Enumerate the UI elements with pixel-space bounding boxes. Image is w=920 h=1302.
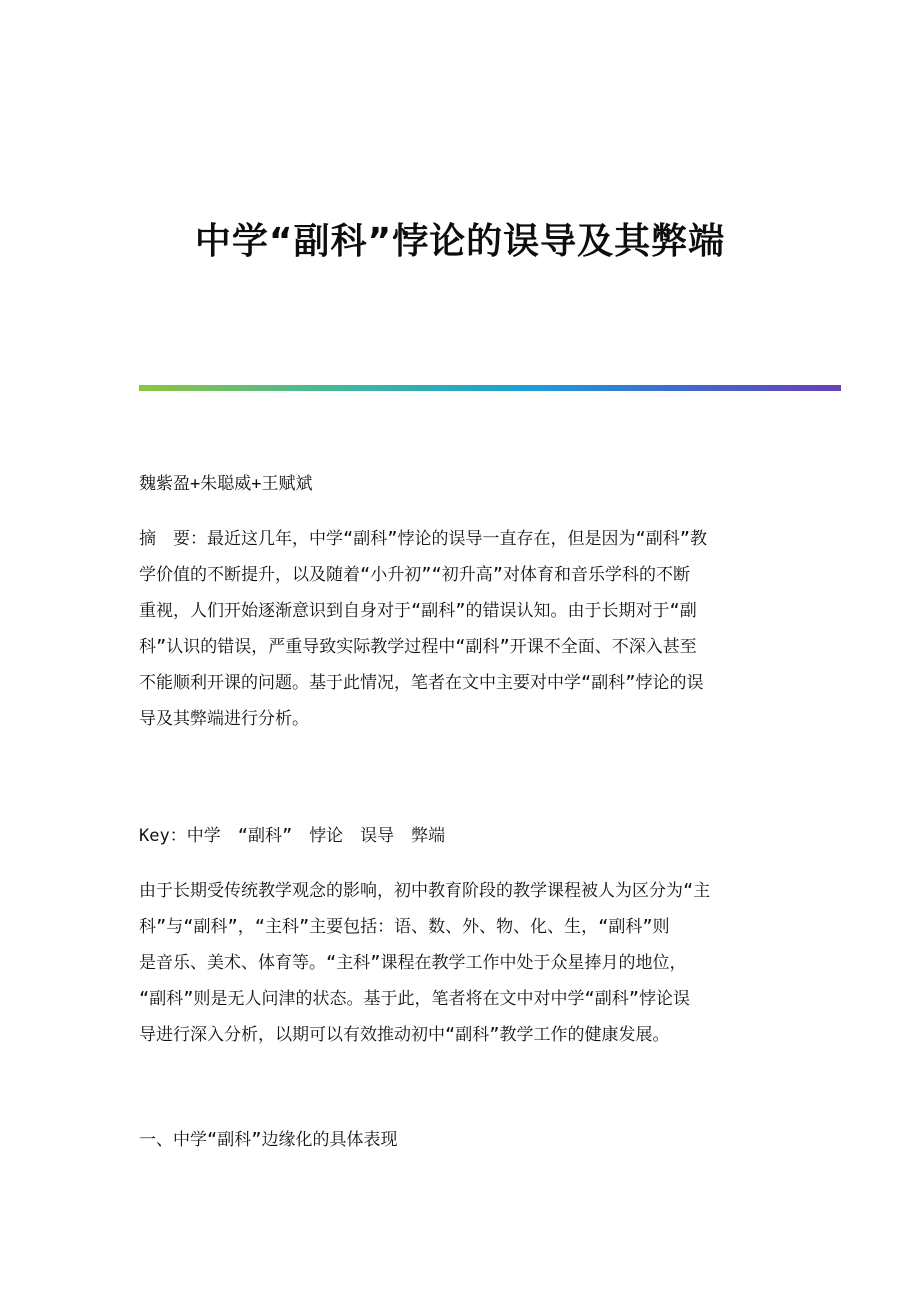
title-divider [139, 385, 841, 391]
intro-line: “副科”则是无人问津的状态。基于此，笔者将在文中对中学“副科”悖论误 [139, 989, 690, 1009]
abstract-line: 导及其弊端进行分析。 [139, 709, 309, 729]
abstract-line: 摘 要：最近这几年，中学“副科”悖论的误导一直存在，但是因为“副科”教 [139, 529, 707, 549]
abstract [139, 521, 784, 737]
intro-line: 由于长期受传统教学观念的影响，初中教育阶段的教学课程被人为区分为“主 [139, 881, 711, 901]
abstract-line: 科”认识的错误，严重导致实际教学过程中“副科”开课不全面、不深入甚至 [139, 637, 697, 657]
document-title: 中学“副科”悖论的误导及其弊端 [194, 221, 726, 262]
authors: 魏紫盈+朱聪威+王赋斌 [139, 474, 313, 494]
abstract-line: 学价值的不断提升，以及随着“小升初”“初升高”对体育和音乐学科的不断 [139, 565, 690, 585]
intro-line: 导进行深入分析，以期可以有效推动初中“副科”教学工作的健康发展。 [139, 1025, 670, 1045]
intro-paragraph [139, 873, 784, 1053]
intro-line: 科”与“副科”，“主科”主要包括：语、数、外、物、化、生，“副科”则 [139, 917, 670, 937]
intro-line: 是音乐、美术、体育等。“主科”课程在教学工作中处于众星捧月的地位， [139, 953, 687, 973]
abstract-line: 重视，人们开始逐渐意识到自身对于“副科”的错误认知。由于长期对于“副 [139, 601, 697, 621]
keywords: Key：中学 “副科” 悖论 误导 弊端 [139, 826, 446, 846]
abstract-line: 不能顺利开课的问题。基于此情况，笔者在文中主要对中学“副科”悖论的误 [139, 673, 704, 693]
section-heading: 一、中学“副科”边缘化的具体表现 [139, 1130, 398, 1150]
